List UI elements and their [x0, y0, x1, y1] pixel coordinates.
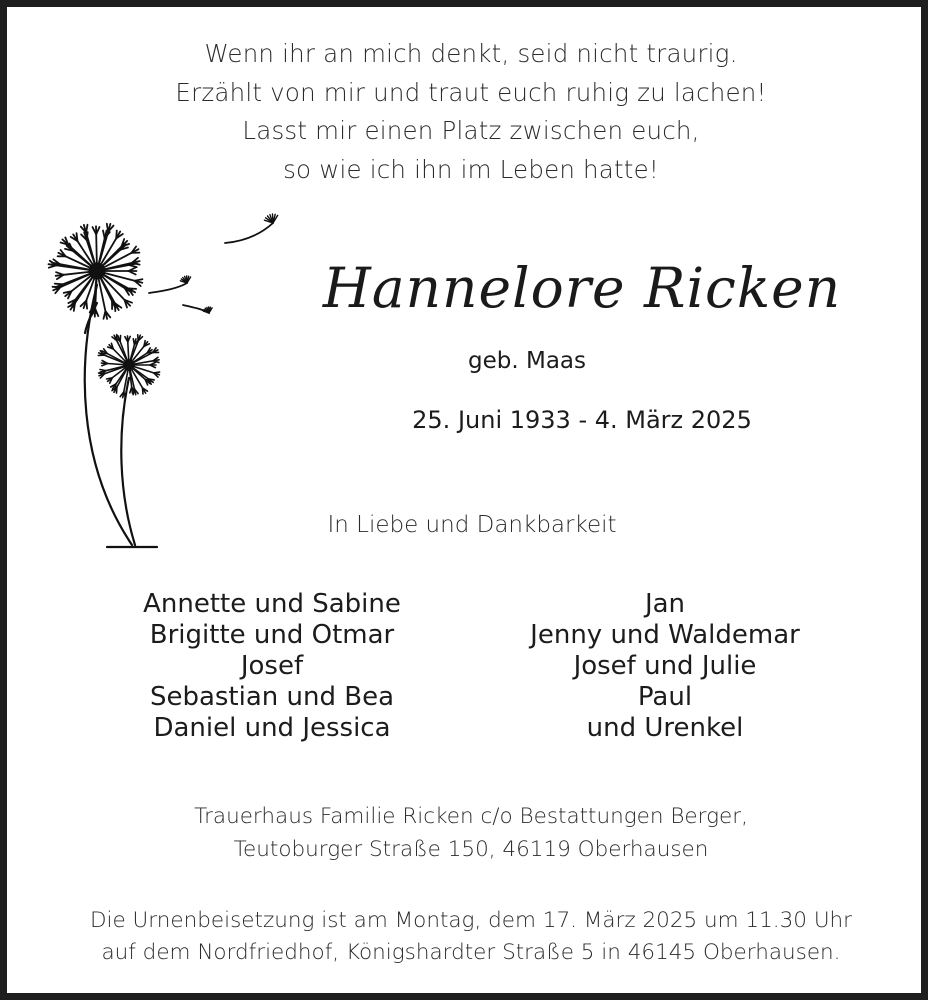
address-line: Trauerhaus Familie Ricken c/o Bestattungen Berger, — [194, 804, 748, 829]
family-list-left — [62, 589, 482, 744]
burial-line: Die Urnenbeisetzung ist am Montag, dem 17. März 2025 um 11.30 Uhr — [89, 908, 853, 933]
life-dates: 25. Juni 1933 - 4. März 2025 — [412, 406, 752, 434]
family-member: und Urenkel — [586, 713, 744, 743]
burial-notice — [7, 905, 928, 969]
family-member: Daniel und Jessica — [153, 713, 391, 743]
gratitude-line: In Liebe und Dankbarkeit — [327, 512, 617, 538]
family-member: Paul — [637, 682, 693, 712]
poem-line: Erzählt von mir und traut euch ruhig zu lachen! — [175, 77, 767, 107]
family-member: Jenny und Waldemar — [530, 620, 800, 650]
family-list-right — [455, 589, 875, 744]
poem-line: so wie ich ihn im Leben hatte! — [283, 154, 659, 184]
poem-line: Lasst mir einen Platz zwischen euch, — [242, 116, 700, 145]
mourning-address — [7, 800, 928, 866]
family-member: Josef und Julie — [573, 651, 757, 681]
burial-line: auf dem Nordfriedhof, Königshardter Straße 5 in 46145 Oberhausen. — [101, 940, 841, 965]
poem — [7, 35, 928, 189]
deceased-name: Hannelore Ricken — [322, 256, 842, 320]
address-line: Teutoburger Straße 150, 46119 Oberhausen — [233, 837, 709, 862]
dandelion-icon — [37, 203, 297, 563]
family-member: Josef — [240, 651, 304, 681]
family-member: Sebastian und Bea — [149, 682, 395, 712]
birth-name: geb. Maas — [468, 348, 586, 374]
family-member: Brigitte und Otmar — [149, 620, 395, 650]
family-member: Jan — [644, 589, 686, 619]
poem-line: Wenn ihr an mich denkt, seid nicht traurig. — [204, 39, 738, 68]
family-member: Annette und Sabine — [143, 589, 401, 619]
